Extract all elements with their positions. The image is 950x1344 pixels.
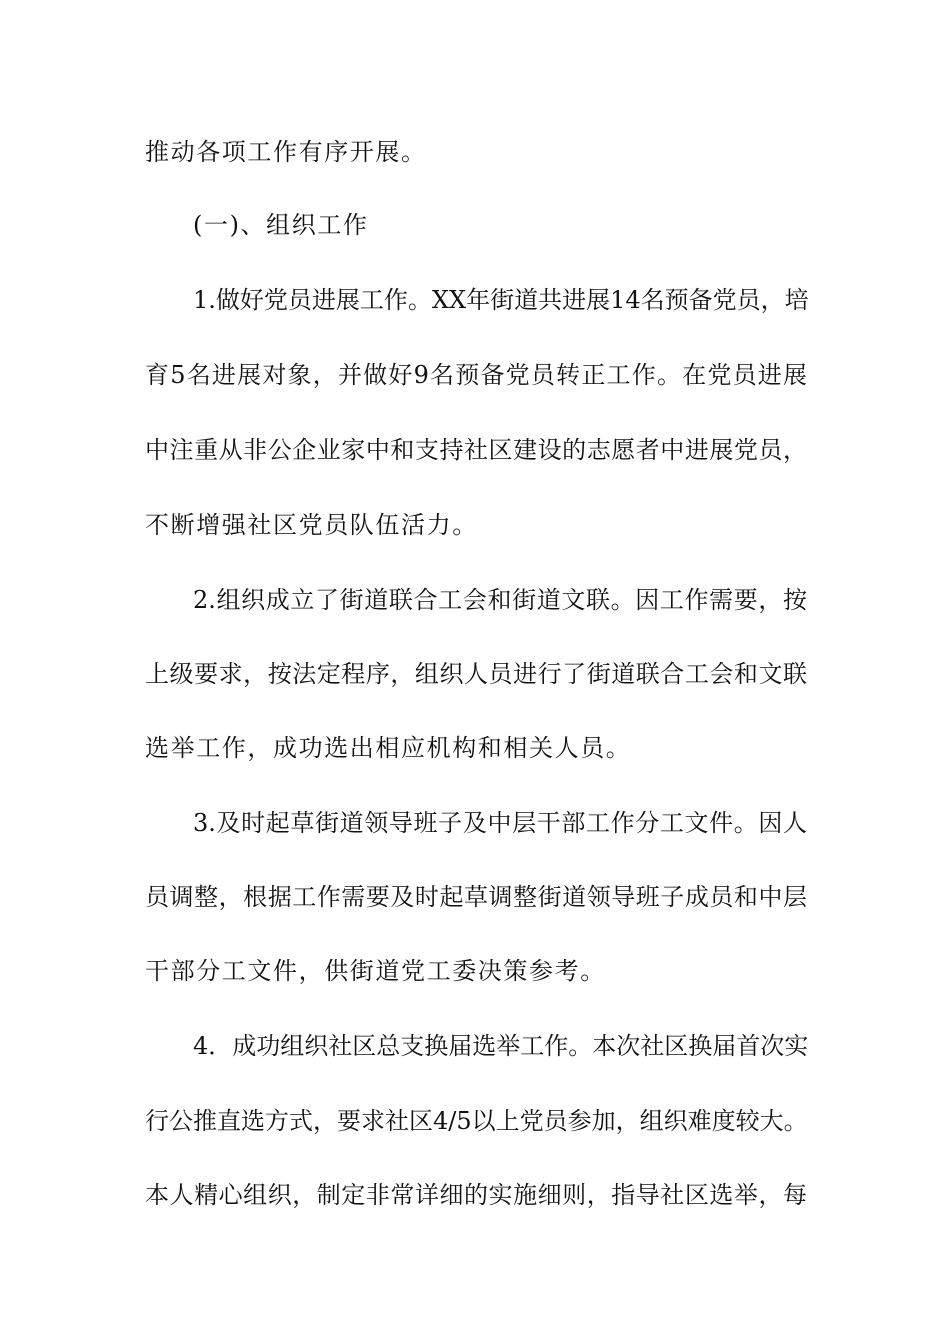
- paragraph-line: 不断增强社区党员队伍活力。: [145, 511, 478, 539]
- section-heading: (一)、组织工作: [193, 211, 369, 239]
- paragraph-line: 推动各项工作有序开展。: [145, 138, 427, 166]
- paragraph-line: 本人精心组织，制定非常详细的实施细则，指导社区选举，每: [145, 1181, 807, 1209]
- paragraph-line: 上级要求，按法定程序，组织人员进行了街道联合工会和文联: [145, 660, 807, 688]
- paragraph-line: 4．成功组织社区总支换届选举工作。本次社区换届首次实: [193, 1032, 809, 1060]
- paragraph-line: 员调整，根据工作需要及时起草调整街道领导班子成员和中层: [145, 883, 807, 911]
- paragraph-line: 行公推直选方式，要求社区4/5以上党员参加，组织难度较大。: [145, 1107, 808, 1135]
- paragraph-line: 选举工作，成功选出相应机构和相关人员。: [145, 734, 632, 762]
- paragraph-line: 1.做好党员进展工作。XX年街道共进展14名预备党员，培: [193, 286, 809, 314]
- paragraph-line: 育5名进展对象，并做好9名预备党员转正工作。在党员进展: [145, 361, 807, 389]
- paragraph-line: 2.组织成立了街道联合工会和街道文联。因工作需要，按: [193, 586, 807, 614]
- paragraph-line: 中注重从非公企业家中和支持社区建设的志愿者中进展党员，: [145, 436, 807, 464]
- paragraph-line: 3.及时起草街道领导班子及中层干部工作分工文件。因人: [193, 809, 807, 837]
- paragraph-line: 干部分工文件，供街道党工委决策参考。: [145, 957, 606, 985]
